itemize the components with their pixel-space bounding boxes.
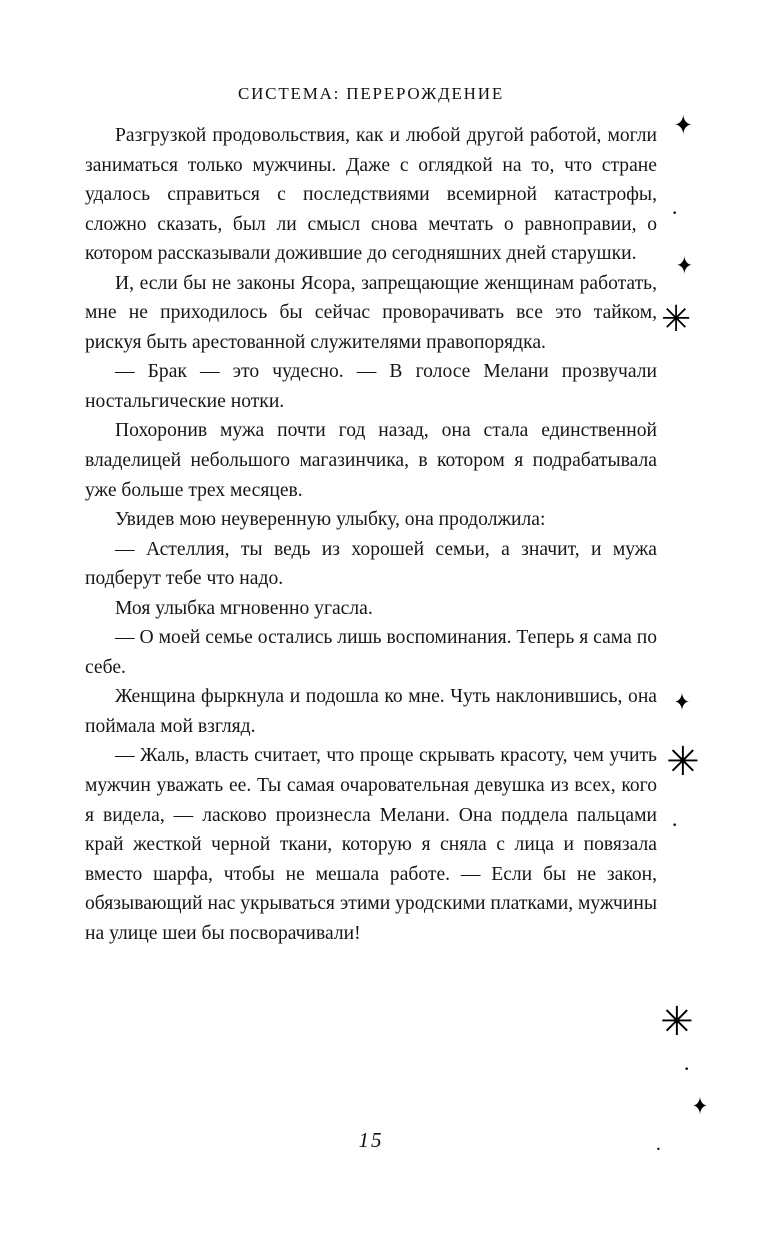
paragraph: Увидев мою неуверенную улыбку, она продолжила: — [115, 509, 546, 531]
dot-icon: • — [656, 1145, 661, 1154]
paragraph: — Жаль, власть считает, что проще скрывать красоту, чем учить мужчин уважать ее. Ты самая очаровательная девушка из всех, кого я видела, — ласково произнесла Мелани. Она поддела пальцами край жесткой черной ткани, которую я сняла с лица и повязала вместо шарфа, чтобы не мешала работе. — Если бы не закон, обязывающий нас укрываться этими уродскими платками, мужчины на улице шеи бы посворачивали! — [85, 745, 657, 944]
paragraph: — Брак — это чудесно. — В голосе Мелани прозвучали ностальгические нотки. — [85, 361, 657, 412]
body-text — [85, 121, 657, 948]
paragraph: Моя улыбка мгновенно угасла. — [115, 597, 373, 619]
sparkle-icon: ✦ — [674, 688, 690, 718]
paragraph: Разгрузкой продовольствия, как и любой другой работой, могли заниматься только мужчины. Даже с оглядкой на то, что стране удалось справиться с последствиями всемирной катастрофы, сложно сказать, был ли смысл снова мечтать о равноправии, о котором рассказывали дожившие до сегодняшних дней старушки. — [85, 125, 657, 265]
sparkle-icon: ✦ — [674, 110, 693, 142]
paragraph: Женщина фыркнула и подошла ко мне. Чуть наклонившись, она поймала мой взгляд. — [85, 686, 657, 737]
dot-icon: • — [672, 209, 678, 219]
dot-icon: • — [684, 1065, 690, 1075]
page-number: 15 — [358, 1128, 384, 1152]
sparkle-icon: ✦ — [676, 250, 693, 280]
star-icon: ✳ — [661, 299, 692, 340]
dot-icon: • — [672, 821, 678, 831]
page-title: СИСТЕМА: ПЕРЕРОЖДЕНИЕ — [237, 84, 505, 103]
paragraph: — О моей семье остались лишь воспоминания. Теперь я сама по себе. — [85, 627, 657, 678]
sparkle-icon: ✦ — [692, 1092, 708, 1122]
star-icon: ✳ — [660, 999, 694, 1045]
paragraph: Похоронив мужа почти год назад, она стала единственной владелицей небольшого магазинчика, в котором я подрабатывала уже больше трех месяцев. — [85, 420, 657, 501]
paragraph: — Астеллия, ты ведь из хорошей семьи, а значит, и мужа подберут тебе что надо. — [85, 538, 657, 590]
star-icon: ✳ — [666, 739, 700, 785]
paragraph: И, если бы не законы Ясора, запрещающие женщинам работать, мне не приходилось бы сейчас проворачивать все это тайком, рискуя быть арестованной служителями правопорядка. — [85, 272, 657, 353]
